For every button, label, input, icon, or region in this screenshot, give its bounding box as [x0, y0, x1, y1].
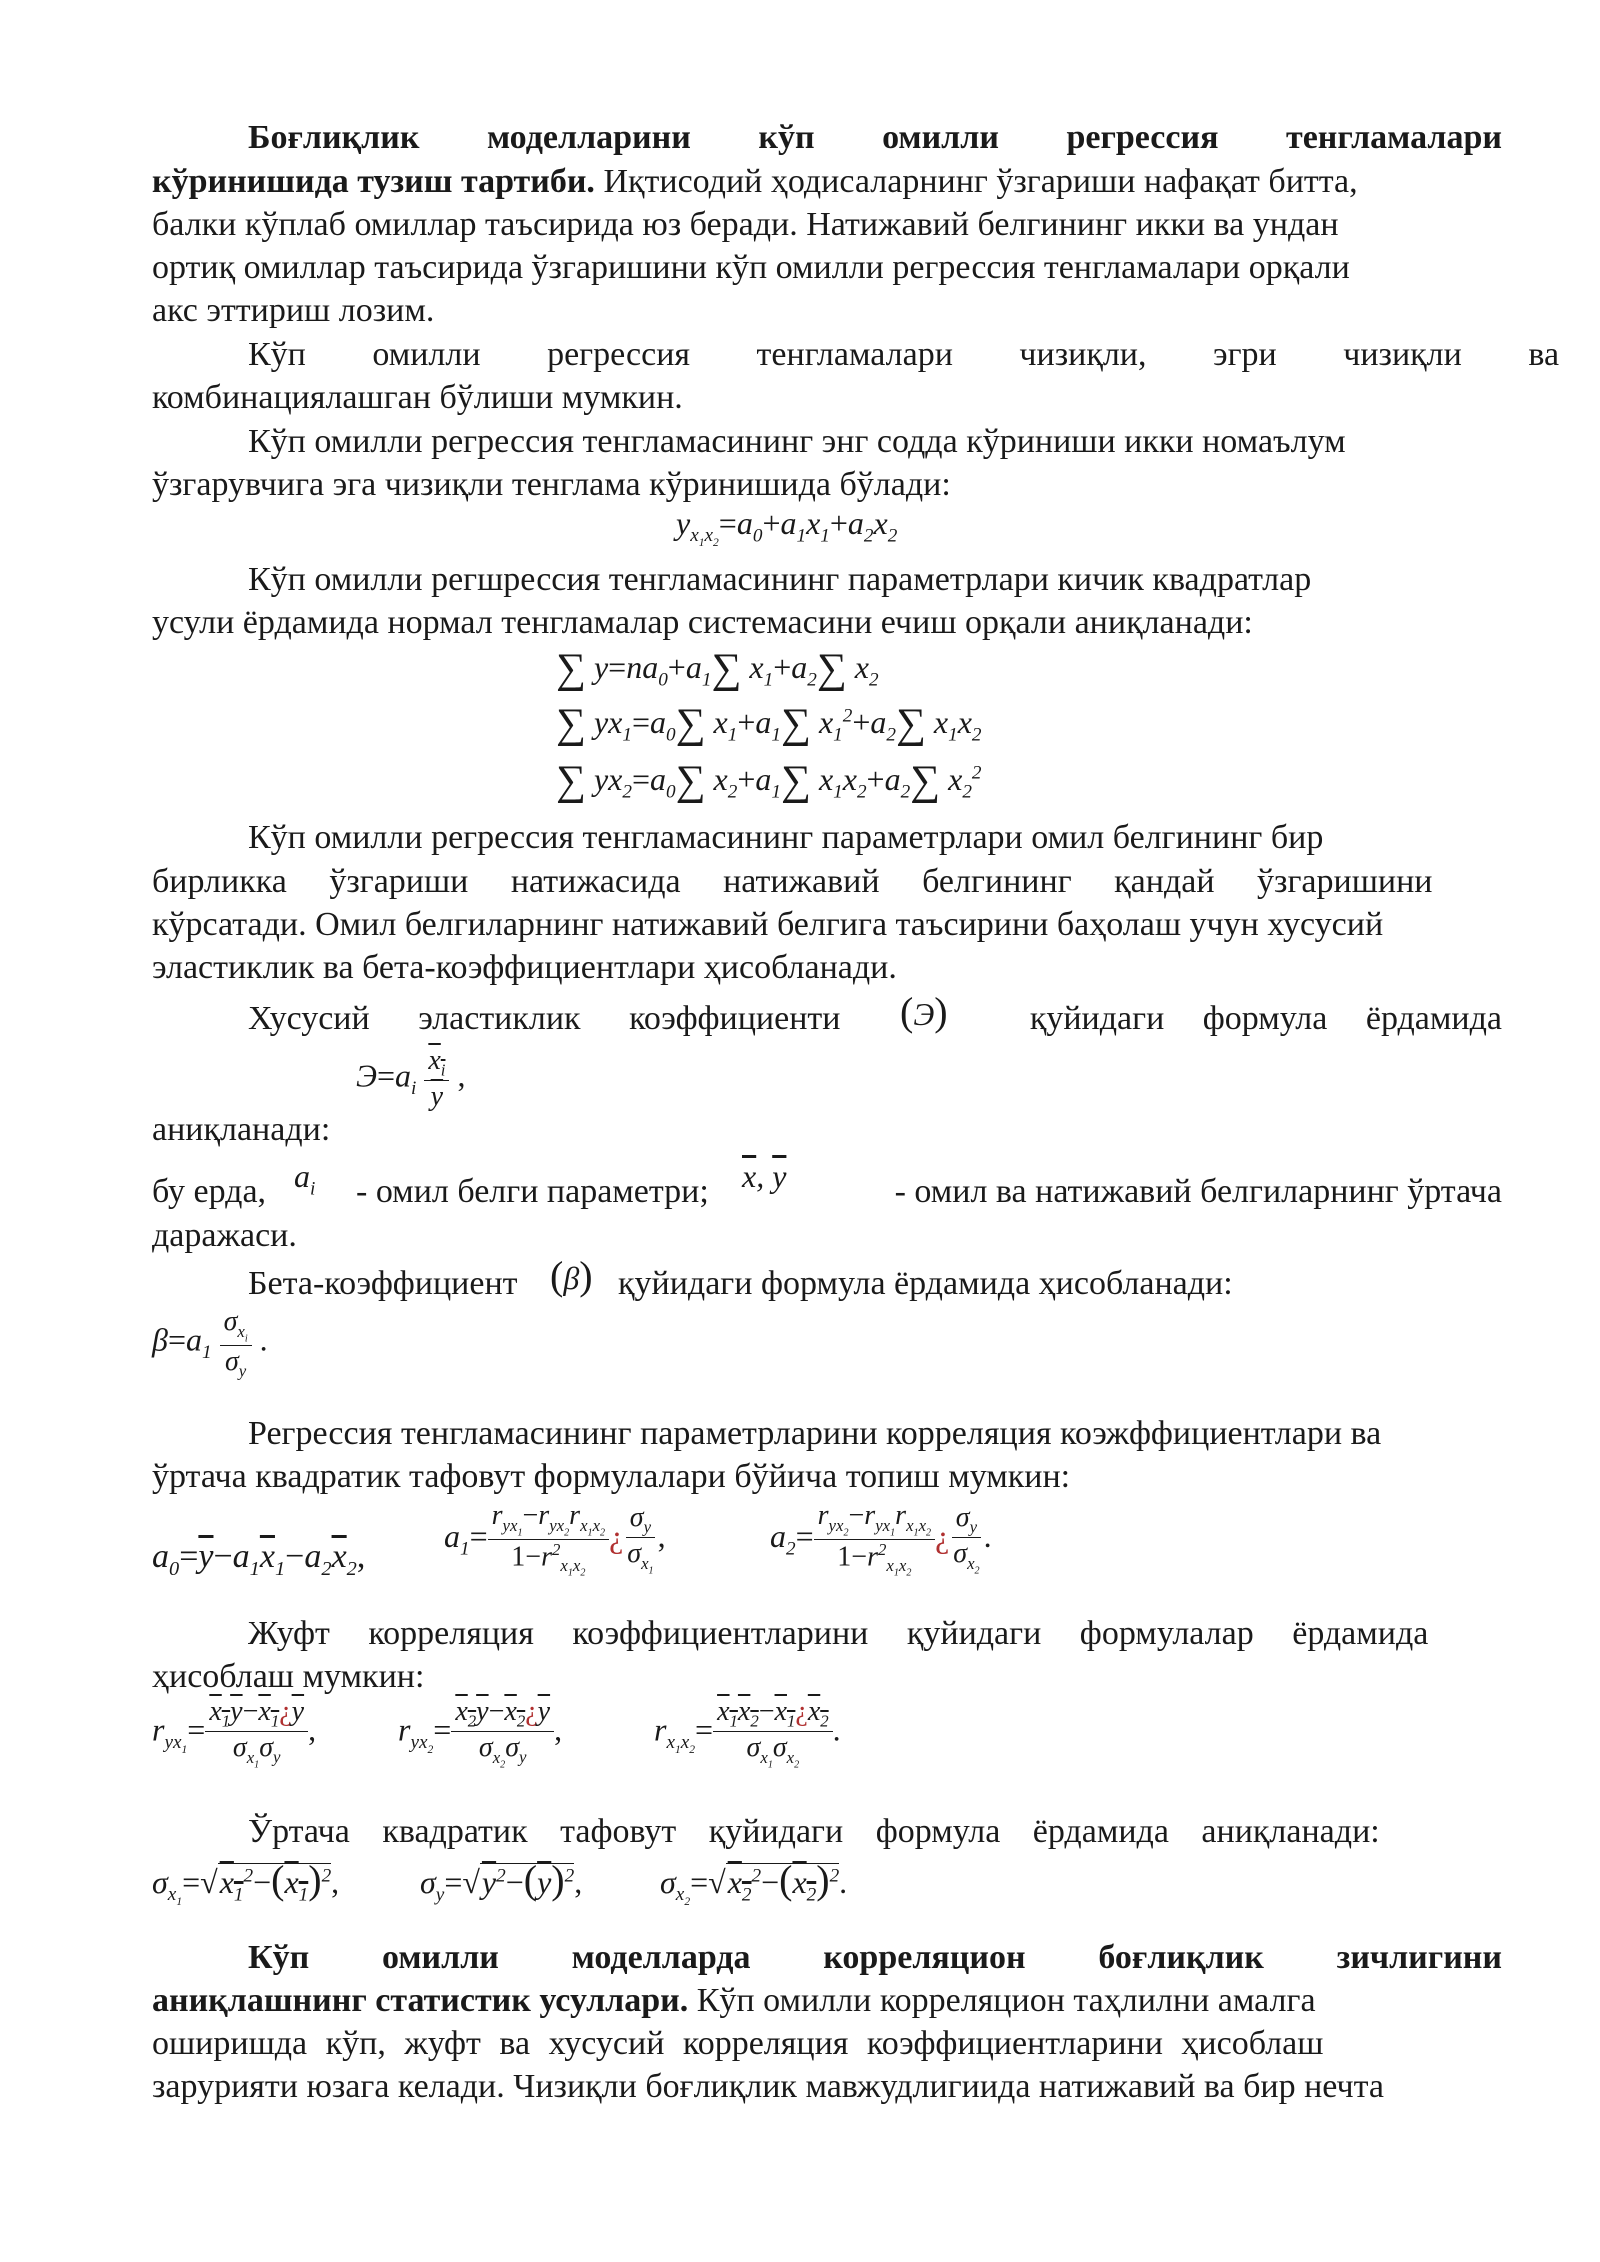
- section-heading: Боғлиқлик моделларини кўп омилли регрессия тенгламалари: [248, 119, 1502, 156]
- p1-line-4: акс эттириш лозим.: [152, 292, 435, 329]
- beta-formula: $\beta=a_1$ $\frac{\sigma_{x_i}}{\sigma_y}$ .: [152, 1306, 268, 1381]
- p9-line-0: Жуфт корреляция коэффициентларини қуйидаги формулалар ёрдамида: [248, 1615, 1429, 1652]
- normal-equation-3: ∑ $yx_2=a_0\sum$ $x_2+a_1\sum$ $x_1x_2+a_2\sum$ $x_2^2$: [556, 758, 982, 804]
- p5-line-0: Кўп омилли регрессия тенгламасининг параметрлари омил белгининг бир: [248, 819, 1324, 856]
- p5-line-2: кўрсатади. Омил белгиларнинг натижавий белгига таъсирини баҳолаш учун хусусий: [152, 906, 1384, 943]
- a0-formula: $a_0=\overline{y}-a_1\overline{x}_1-a_2\overline{x}_2$,: [152, 1538, 366, 1580]
- p6-line-0a: Хусусий эластиклик коэффициенти: [248, 1000, 841, 1037]
- p1-line-3: ортиқ омиллар таъсирида ўзгаришини кўп омилли регрессия тенгламалари орқали: [152, 249, 1350, 286]
- p3-line-1: ўзгарувчига эга чизиқли тенглама кўринишида бўлади:: [152, 466, 951, 503]
- p6-line-2a: бу ерда,: [152, 1173, 267, 1210]
- p11-line-0: [248, 1936, 1502, 1980]
- sigma-y-formula: $\sigma_y=√y^2-(\overline{y})^2$,: [420, 1857, 583, 1906]
- sigma-x2-formula: $\sigma_{x_2}=√x_2^2-(x_2)^2$.: [660, 1857, 848, 1909]
- section-heading-2-cont: аниқлашнинг статистик усуллари.: [152, 1982, 689, 2019]
- p5-line-3: эластиклик ва бета-коэффициентлари ҳисобланади.: [152, 949, 897, 986]
- p1-line-1: кўринишида тузиш тартиби. Иқтисодий ҳодисаларнинг ўзгариши нафақат битта,: [152, 163, 1358, 200]
- ryx1-formula: $r_{yx_1}=$ $\frac{x_1y-x_1¿\overline{y}}{\sigma_{x_1}\sigma_y}$ ,: [152, 1696, 317, 1770]
- p5-line-1: бирликка ўзгариши натижасида натижавий белгининг қандай ўзгаришини: [152, 863, 1433, 900]
- p11-line-1: аниқлашнинг статистик усуллари. Кўп омилли корреляцион таҳлилни амалга: [152, 1982, 1316, 2019]
- beta-symbol: (β): [550, 1253, 593, 1298]
- section-heading-2: Кўп омилли моделларда корреляцион боғлиқлик зичлигини: [248, 1939, 1502, 1976]
- p10-line-0: Ўртача квадратик тафовут қуйидаги формула ёрдамида аниқланади:: [248, 1813, 1380, 1850]
- p11-line-2: оширишда кўп, жуфт ва хусусий корреляция коэффициентларини ҳисоблаш: [152, 2025, 1324, 2062]
- p7-line-0b: қуйидаги формула ёрдамида ҳисобланади:: [618, 1265, 1233, 1302]
- p7-line-0a: Бета-коэффициент: [248, 1265, 518, 1302]
- p6-line-1: аниқланади:: [152, 1111, 331, 1148]
- p2-line-1: комбинациялашган бўлиши мумкин.: [152, 379, 683, 416]
- p6-line-2b: - омил белги параметри;: [356, 1173, 709, 1210]
- p8-line-0: Регрессия тенгламасининг параметрларини корреляция коэжффициентлари ва: [248, 1415, 1382, 1452]
- p4-line-1: усули ёрдамида нормал тенгламалар системасини ечиш орқали аниқланади:: [152, 604, 1253, 641]
- ryx2-formula: $r_{yx_2}=$ $\frac{x_2y-x_2¿\overline{y}}{\sigma_{x_2}\sigma_y}$ ,: [398, 1696, 563, 1770]
- p6-line-0b: қуйидаги формула ёрдамида: [1029, 1000, 1502, 1037]
- normal-equation-2: ∑ $yx_1=a_0\sum$ $x_1+a_1\sum$ $x_1^2+a_2\sum$ $x_1x_2$: [556, 701, 982, 747]
- means-xy: $\overline{x}$, $\overline{y}$: [742, 1158, 787, 1194]
- p8-line-1: ўртача квадратик тафовут формулалари бўйича топиш мумкин:: [152, 1458, 1071, 1495]
- a2-formula: $a_2=$ $\frac{r_{yx_2}-r_{yx_1}r_{x_1x_2}}{1-r^2_{x_1x_2}}$ ¿ $\frac{\sigma_y}{\sigma_{x_2}}$ .: [770, 1500, 992, 1579]
- elasticity-formula: $Э=a_i$ $\frac{x_i}{y}$ ,: [356, 1045, 466, 1112]
- rx1x2-formula: $r_{x_1x_2}=$ $\frac{x_1x_2-x_1¿x_2}{\sigma_{x_1}\sigma_{x_2}}$ .: [654, 1696, 841, 1770]
- elasticity-symbol: (Э): [900, 989, 948, 1034]
- p9-line-1: ҳисоблаш мумкин:: [152, 1658, 425, 1695]
- regression-equation: $y_{x_1x_2}=a_0+a_1x_1+a_2x_2$: [676, 505, 898, 550]
- p11-line-3: зарурияти юзага келади. Чизиқли боғлиқлик мавжудлигиида натижавий ва бир нечта: [152, 2068, 1385, 2105]
- p6-line-2c: - омил ва натижавий белгиларнинг ўртача: [894, 1173, 1502, 1210]
- p4-line-0: Кўп омилли регшрессия тенгламасининг параметрлари кичик квадратлар: [248, 561, 1312, 598]
- p1-line-0: [248, 116, 1502, 160]
- sigma-x1-formula: $\sigma_{x_1}=√x_1^2-(x_1)^2$,: [152, 1857, 340, 1909]
- param-ai: $a_i$: [294, 1158, 316, 1200]
- p6-line-3: даражаси.: [152, 1217, 297, 1254]
- section-heading-cont: кўринишида тузиш тартиби.: [152, 163, 595, 200]
- a1-formula: $a_1=$ $\frac{r_{yx_1}-r_{yx_2}r_{x_1x_2}}{1-r^2_{x_1x_2}}$ ¿ $\frac{\sigma_y}{\sigma_{x_1}}$ ,: [444, 1500, 666, 1579]
- p1-line-2: балки кўплаб омиллар таъсирида юз беради. Натижавий белгининг икки ва ундан: [152, 206, 1339, 243]
- p3-line-0: Кўп омилли регрессия тенгламасининг энг содда кўриниши икки номаълум: [248, 423, 1346, 460]
- p2-line-0: Кўп омилли регрессия тенгламалари чизиқли, эгри чизиқли ва: [248, 336, 1560, 373]
- normal-equation-1: ∑ $y=na_0+a_1\sum$ $x_1+a_2\sum$ $x_2$: [556, 646, 879, 692]
